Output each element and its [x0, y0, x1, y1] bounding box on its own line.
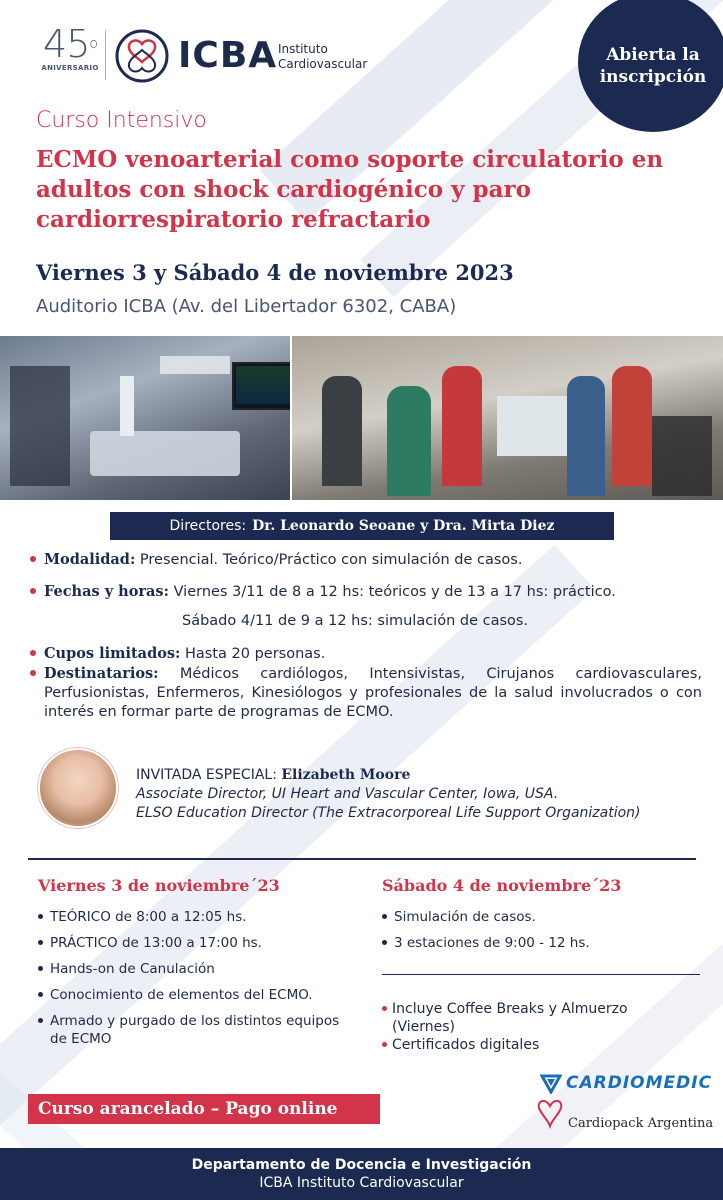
guest-info	[136, 766, 696, 823]
bullet-icon	[382, 914, 387, 919]
detail-fechas-saturday: Sábado 4/11 de 9 a 12 hs: simulación de casos.	[182, 613, 529, 629]
detail-fechas	[30, 582, 702, 602]
detail-value: Presencial. Teórico/Práctico con simulación de casos.	[139, 552, 523, 568]
cardiomedic-text: CARDIOMEDIC	[566, 1073, 713, 1093]
photo-band	[0, 336, 723, 500]
bullet-icon	[382, 1006, 387, 1011]
course-details	[30, 550, 702, 722]
brand-subtitle-line1: Instituto	[278, 42, 328, 56]
anniversary-number: 45	[43, 22, 90, 66]
bullet-icon	[382, 1042, 387, 1047]
detail-modalidad	[30, 550, 702, 570]
extra-text: Certificados digitales	[392, 1037, 540, 1053]
registration-open-badge	[578, 0, 723, 132]
bullet-icon	[382, 940, 387, 945]
footer	[0, 1148, 723, 1200]
schedule-text: Conocimiento de elementos del ECMO.	[50, 987, 313, 1003]
icba-heart-logo-icon	[114, 28, 170, 84]
list-item	[382, 934, 682, 952]
schedule-text: Armado y purgado de los distintos equipos de ECMO	[50, 1013, 340, 1047]
anniversary-label: ANIVERSARIO	[41, 64, 99, 72]
section-divider	[28, 858, 696, 860]
schedule-text: PRÁCTICO de 13:00 a 17:00 hs.	[50, 935, 262, 951]
bullet-icon	[30, 556, 36, 562]
anniversary-logo	[38, 24, 102, 72]
included-extras	[382, 1000, 682, 1054]
cardiopack-text: Cardiopack Argentina	[568, 1115, 714, 1131]
photo-simulation-session	[290, 336, 723, 500]
saturday-divider	[382, 974, 700, 975]
badge-text: Abierta la inscripción	[599, 45, 707, 87]
schedule-text: Hands-on de Canulación	[50, 961, 215, 977]
guest-avatar	[38, 748, 118, 828]
detail-value: Viernes 3/11 de 8 a 12 hs: teóricos y de 13 a 17 hs: práctico.	[173, 584, 616, 600]
bullet-icon	[30, 588, 36, 594]
bullet-icon	[30, 670, 36, 676]
detail-value: Médicos cardiólogos, Intensivistas, Cirujanos cardiovasculares, Perfusionistas, Enfermeros, Kinesiólogos y profesionales de la salud involucrados o con interés en formar parte de programas de ECMO.	[44, 666, 702, 720]
course-dates: Viernes 3 y Sábado 4 de noviembre 2023	[36, 260, 514, 285]
list-item	[38, 986, 358, 1004]
detail-label: Cupos limitados:	[44, 645, 181, 662]
detail-label: Modalidad:	[44, 551, 136, 568]
list-item	[38, 1012, 358, 1048]
cardiomedic-logo	[540, 1072, 712, 1094]
course-kind: Curso Intensivo	[36, 108, 207, 133]
list-item	[382, 1036, 682, 1054]
footer-department: Departamento de Docencia e Investigación	[191, 1157, 532, 1173]
bullet-icon	[30, 650, 36, 656]
bullet-icon	[38, 940, 43, 945]
detail-value: Hasta 20 personas.	[185, 646, 326, 662]
list-item	[382, 908, 682, 926]
bullet-icon	[38, 1018, 43, 1023]
photo-operating-room	[0, 336, 290, 500]
schedule-text: TEÓRICO de 8:00 a 12:05 hs.	[50, 909, 247, 925]
schedule-text: Simulación de casos.	[394, 909, 536, 925]
bullet-icon	[38, 914, 43, 919]
guest-prefix: INVITADA ESPECIAL:	[136, 767, 277, 783]
brand-subtitle-line2: Cardiovascular	[278, 57, 368, 71]
course-venue: Auditorio ICBA (Av. del Libertador 6302, CABA)	[36, 296, 457, 317]
list-item	[38, 908, 358, 926]
cardiopack-heart-icon	[536, 1096, 564, 1132]
detail-label: Fechas y horas:	[44, 583, 169, 600]
list-item	[38, 960, 358, 978]
guest-name: Elizabeth Moore	[281, 767, 411, 783]
brand-name: ICBA	[178, 35, 278, 76]
friday-schedule	[38, 908, 358, 1056]
detail-destinatarios	[30, 664, 702, 722]
extra-text: Incluye Coffee Breaks y Almuerzo (Viernes)	[392, 1001, 628, 1035]
schedule-text: 3 estaciones de 9:00 - 12 hs.	[394, 935, 590, 951]
brand-subtitle	[278, 42, 367, 72]
bullet-icon	[38, 992, 43, 997]
detail-label: Destinatarios:	[44, 665, 159, 682]
footer-institute: ICBA Instituto Cardiovascular	[259, 1175, 464, 1191]
friday-title: Viernes 3 de noviembre´23	[38, 876, 280, 895]
fee-banner: Curso arancelado – Pago online	[28, 1094, 380, 1124]
bullet-icon	[38, 966, 43, 971]
directors-bar	[110, 512, 614, 540]
header-divider	[105, 30, 106, 80]
list-item	[38, 934, 358, 952]
cardiomedic-heart-icon	[540, 1072, 562, 1094]
directors-label: Directores:	[169, 518, 247, 534]
directors-names: Dr. Leonardo Seoane y Dra. Mirta Diez	[252, 518, 555, 534]
anniversary-degree: o	[89, 36, 97, 52]
course-title: ECMO venoarterial como soporte circulatorio en adultos con shock cardiogénico y paro cardiorrespiratorio refractario	[36, 146, 664, 233]
guest-role-2: ELSO Education Director (The Extracorporeal Life Support Organization)	[136, 805, 641, 821]
cardiopack-logo	[536, 1096, 713, 1132]
guest-role: Associate Director, UI Heart and Vascular Center, Iowa, USA.	[136, 786, 559, 802]
saturday-schedule	[382, 908, 682, 960]
saturday-title: Sábado 4 de noviembre´23	[382, 876, 622, 895]
list-item	[382, 1000, 682, 1036]
detail-cupos	[30, 644, 702, 664]
